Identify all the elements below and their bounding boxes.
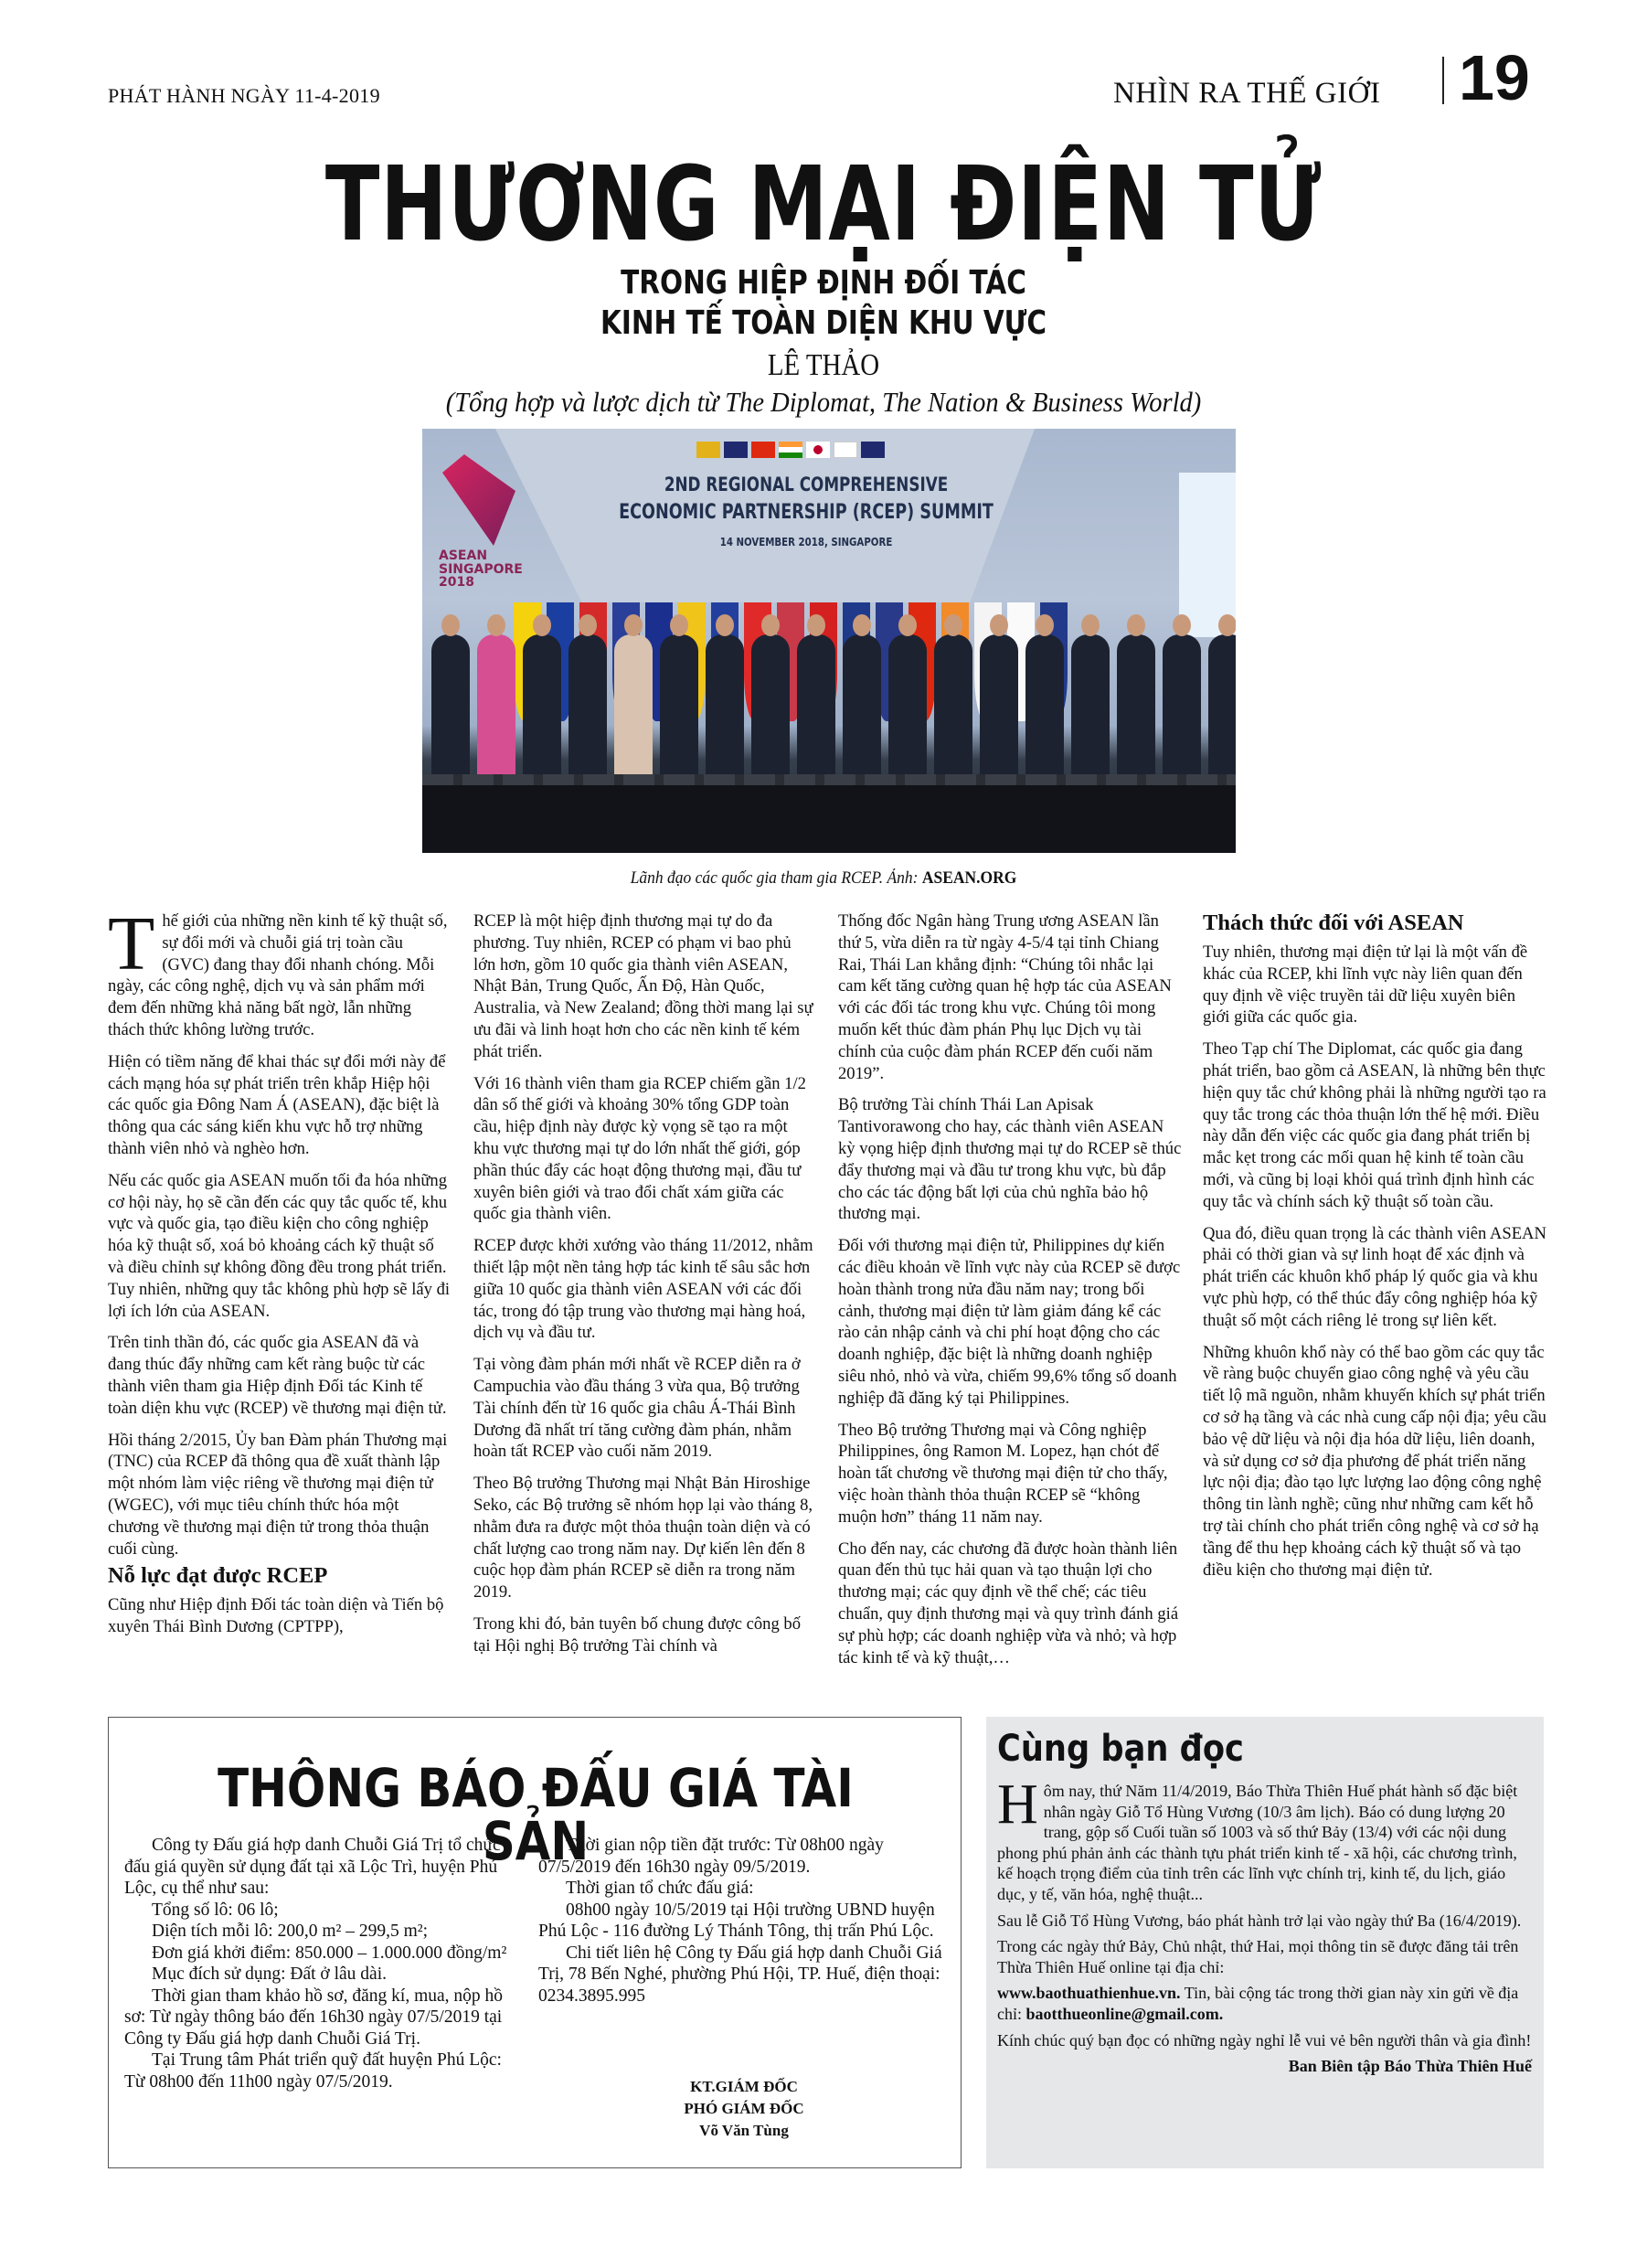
drop-cap: T <box>108 901 155 986</box>
leader-figure <box>1071 634 1110 781</box>
paragraph: Bộ trưởng Tài chính Thái Lan Apisak Tantivorawong cho hay, các thành viên ASEAN kỳ vọng hiệp định thương mại tự do RCEP sẽ thúc đẩy thương mại và đầu tư trong khu vực, bù đắp cho các tác động bất lợi của chủ nghĩa bảo hộ thương mại. <box>838 1095 1182 1224</box>
leader-figure <box>523 634 561 781</box>
signature-title-1: KT.GIÁM ĐỐC <box>690 2078 798 2095</box>
leader-figure <box>431 634 470 781</box>
auction-line: Thời gian tham khảo hồ sơ, đăng kí, mua, nộp hồ sơ: Từ ngày thông báo đến 16h30 ngày 07/5/2019 tại Công ty Đấu giá hợp danh Chuỗi Giá Trị. <box>124 1986 504 2049</box>
leader-figure <box>568 634 607 781</box>
paragraph: Qua đó, điều quan trọng là các thành viên ASEAN phải có thời gian và sự linh hoạt để xác định và phát triển các khuôn khổ pháp lý quốc gia và khu vực phù hợp, có thể thúc đẩy công nghiệp hóa kỹ thuật số một cách riêng lẻ trong sự liên kết. <box>1203 1223 1546 1330</box>
signature-name: Võ Văn Tùng <box>699 2122 789 2139</box>
section-heading: Thách thức đối với ASEAN <box>1203 910 1464 935</box>
auction-left-column <box>124 1835 525 2092</box>
paragraph: Những khuôn khổ này có thể bao gồm các quy tắc về ràng buộc chuyển giao công nghệ và yêu cầu tiết lộ mã nguồn, nhằm khuyến khích sự phát triển cơ sở hạ tầng và các nhà cung cấp nội địa; yêu cầu bảo vệ dữ liệu và nội địa hóa dữ liệu, liên doanh, và sử dụng cơ sở địa phương để phát triển năng lực nội địa; đào tạo lực lượng lao động công nghệ thông tin lành nghề; cũng như những cam kết hỗ trợ tài chính cho phát triển công nghệ và cơ sở hạ tầng để thu hẹp khoảng cách kỹ thuật số và tạo điều kiện cho thương mại điện tử. <box>1203 1342 1546 1580</box>
article-title: THƯƠNG MẠI ĐIỆN TỬ <box>324 145 1323 264</box>
logo-text-singapore: SINGAPORE <box>439 561 523 577</box>
leader-figure <box>888 634 927 781</box>
paragraph-text: hế giới của những nền kinh tế kỹ thuật số, sự đổi mới và chuỗi giá trị toàn cầu (GVC) đang thay đổi nhanh chóng. Mỗi ngày, các công nghệ, dịch vụ và sản phẩm mới đem đến những khả năng bất ngờ, lẫn những thách thức không lường trước. <box>108 911 448 1039</box>
auction-notice-title: THÔNG BÁO ĐẤU GIÁ TÀI SẢN <box>218 1757 854 1872</box>
paragraph <box>997 1773 1532 1905</box>
website-link[interactable]: www.baothuathienhue.vn. <box>997 1984 1181 2003</box>
header-divider <box>1442 57 1444 104</box>
auction-line: Diện tích mỗi lô: 200,0 m² – 299,5 m²; <box>152 1922 429 1941</box>
paragraph: Nếu các quốc gia ASEAN muốn tối đa hóa những cơ hội này, họ sẽ cần đến các quy tắc quốc tế, khu vực và quốc gia, tạo điều kiện cho công nghiệp hóa kỹ thuật số, xoá bỏ khoảng cách kỹ thuật số và điều chỉnh sự không đồng đều trong phát triển. Tuy nhiên, những quy tắc không phù hợp sẽ lấy đi lợi ích lớn của ASEAN. <box>108 1170 451 1321</box>
banner-title-line-2: ECONOMIC PARTNERSHIP (RCEP) SUMMIT <box>619 501 994 524</box>
auction-line: Công ty Đấu giá hợp danh Chuỗi Giá Trị tổ chức đấu giá quyền sử dụng đất tại xã Lộc Trì, huyện Phú Lộc, cụ thể như sau: <box>124 1836 501 1898</box>
paragraph: Sau lễ Giỗ Tổ Hùng Vương, báo phát hành trở lại vào ngày thứ Ba (16/4/2019). <box>997 1911 1522 1930</box>
banner-title-line-1: 2ND REGIONAL COMPREHENSIVE <box>664 474 949 495</box>
auction-line: 08h00 ngày 10/5/2019 tại Hội trường UBND huyện Phú Lộc - 116 đường Lý Thánh Tông, thị trấn Phú Lộc. <box>538 1900 935 1941</box>
article-author: LÊ THẢO <box>767 348 880 382</box>
leader-figure <box>614 634 653 781</box>
paragraph: Kính chúc quý bạn đọc có những ngày nghỉ lễ vui vẻ bên người thân và gia đình! <box>997 2030 1532 2050</box>
paragraph <box>997 1983 1532 2024</box>
section-heading: Nỗ lực đạt được RCEP <box>108 1563 328 1589</box>
leader-figure <box>1208 634 1236 781</box>
paragraph: Theo Bộ trưởng Thương mại Nhật Bản Hiroshige Seko, các Bộ trưởng sẽ nhóm họp lại vào tháng 8, nhằm đưa ra được một thỏa thuận toàn diện và có chất lượng cao trong năm nay. Dự kiến lên đến 8 cuộc họp đàm phán RCEP sẽ diễn ra trong năm 2019. <box>473 1474 813 1603</box>
signature-title-2: PHÓ GIÁM ĐỐC <box>684 2100 804 2117</box>
banner-date-line: 14 NOVEMBER 2018, SINGAPORE <box>719 536 893 548</box>
paragraph: Thống đốc Ngân hàng Trung ương ASEAN lần thứ 5, vừa diễn ra từ ngày 4-5/4 tại tỉnh Chiang Rai, Thái Lan khẳng định: “Chúng tôi nhắc lại cam kết tăng cường quan hệ hợp tác của ASEAN với các đối tác trong khu vực. Chúng tôi mong muốn kết thúc đàm phán Phụ lục Dịch vụ tài chính của cuộc đàm phán RCEP đến cuối năm 2019”. <box>838 911 1172 1083</box>
leader-figure <box>797 634 835 781</box>
auction-line: Thời gian nộp tiền đặt trước: Từ 08h00 ngày 07/5/2019 đến 16h30 ngày 09/5/2019. <box>538 1836 884 1877</box>
auction-line: Tại Trung tâm Phát triển quỹ đất huyện Phú Lộc: Từ 08h00 đến 11h00 ngày 07/5/2019. <box>124 2050 502 2092</box>
paragraph: Hiện có tiềm năng để khai thác sự đổi mới này để cách mạng hóa sự phát triển trên khắp Hiệp hội các quốc gia Đông Nam Á (ASEAN), đặc biệt là thông qua các sáng kiến khu vực hỗ trợ những thành viên nhỏ và nghèo hơn. <box>108 1051 446 1158</box>
asean-singapore-logo <box>442 454 515 546</box>
leader-figure <box>477 634 515 781</box>
caption-text: Lãnh đạo các quốc gia tham gia RCEP. Ảnh: <box>630 868 922 888</box>
leader-figure <box>843 634 881 781</box>
reader-notice-body <box>997 1773 1532 2077</box>
leader-figure <box>980 634 1018 781</box>
leader-figure <box>706 634 744 781</box>
banner-flag-row <box>696 442 885 458</box>
auction-signature <box>538 2076 950 2142</box>
leaders-group <box>431 634 1236 781</box>
paragraph: RCEP là một hiệp định thương mại tự do đa phương. Tuy nhiên, RCEP có phạm vi bao phủ lớn hơn, gồm 10 quốc gia thành viên ASEAN, Nhật Bản, Trung Quốc, Ấn Độ, Hàn Quốc, Australia, và New Zealand; đồng thời mang lại sự ưu đãi và linh hoạt hơn cho các nền kinh tế kém phát triển. <box>473 911 813 1061</box>
leader-figure <box>1025 634 1064 781</box>
article-source: (Tổng hợp và lược dịch từ The Diplomat, The Nation & Business World) <box>445 386 1202 418</box>
issue-date: PHÁT HÀNH NGÀY 11-4-2019 <box>108 84 380 107</box>
section-name: NHÌN RA THẾ GIỚI <box>1113 77 1381 110</box>
paragraph: Cho đến nay, các chương đã được hoàn thành liên quan đến thủ tục hải quan và tạo thuận lợi cho thương mại; các quy định về thể chế; các tiêu chuẩn, quy định thương mại và quy trình đánh giá sự phù hợp; các doanh nghiệp vừa và nhỏ; và hợp tác kinh tế và kỹ thuật,… <box>838 1539 1179 1667</box>
paragraph: Trong khi đó, bản tuyên bố chung được công bố tại Hội nghị Bộ trưởng Tài chính và <box>473 1613 802 1656</box>
paragraph: Hồi tháng 2/2015, Ủy ban Đàm phán Thương mại (TNC) của RCEP đã thông qua đề xuất thành lập một nhóm làm việc riêng về thương mại điện tử (WGEC), với mục tiêu chính thức hóa một chương về thương mại điện tử trong thỏa thuận cuối cùng. <box>108 1430 448 1559</box>
paragraph <box>108 901 452 1041</box>
paragraph: Với 16 thành viên tham gia RCEP chiếm gần 1/2 dân số thế giới và khoảng 30% tổng GDP toàn cầu, hiệp định này được kỳ vọng sẽ tạo ra một khu vực thương mại tự do lớn nhất thế giới, góp phần thúc đẩy các hoạt động thương mại, đầu tư xuyên biên giới và trao đổi chất xám giữa các quốc gia thành viên. <box>473 1073 806 1224</box>
reader-notice-title: Cùng bạn đọc <box>997 1728 1244 1770</box>
paragraph: Đối với thương mại điện tử, Philippines dự kiến các điều khoản về lĩnh vực này của RCEP sẽ được hoàn thành trong nửa đầu năm nay; trong bối cảnh, thương mại điện tử làm giảm đáng kể các rào cản nhập cảnh và chi phí hoạt động cho các doanh nghiệp, đặc biệt là những doanh nghiệp siêu nhỏ, nhỏ và vừa, chiếm 99,6% tổng số doanh nghiệp đã đăng ký tại Philippines. <box>838 1236 1181 1408</box>
projection-screen <box>1179 473 1236 637</box>
auction-line: Thời gian tổ chức đấu giá: <box>566 1879 754 1898</box>
leader-figure <box>1117 634 1155 781</box>
article-subtitle-line-1: TRONG HIỆP ĐỊNH ĐỐI TÁC <box>621 264 1026 302</box>
paragraph-text: ôm nay, thứ Năm 11/4/2019, Báo Thừa Thiên Huế phát hành số đặc biệt nhân ngày Giỗ Tổ Hùng Vương (10/3 âm lịch). Báo có dung lượng 20 trang, gộp số Cuối tuần số 1003 và số thứ Bảy (13/4) với các nội dung phong phú phản ảnh các thành tựu phát triển kinh tế - xã hội, các chương trình, kế hoạch trọng điểm của tỉnh trên các lĩnh vực chính trị, kinh tế, du lịch, giáo dục, y tế, văn hóa, nghệ thuật... <box>997 1782 1518 1903</box>
paragraph-text: Tin, bài cộng tác trong thời gian này xin gửi về địa chỉ: <box>997 1984 1519 2023</box>
photo-caption <box>66 868 1581 889</box>
auction-line: Chi tiết liên hệ Công ty Đấu giá hợp danh Chuỗi Giá Trị, 78 Bến Nghé, phường Phú Hội, TP. Huế, điện thoại: 0234.3895.995 <box>538 1943 942 2006</box>
auction-line: Mục đích sử dụng: Đất ở lâu dài. <box>152 1965 388 1984</box>
editorial-signature: Ban Biên tập Báo Thừa Thiên Huế <box>1288 2057 1532 2076</box>
leader-figure <box>751 634 790 781</box>
auction-notice-box <box>108 1717 962 2168</box>
summit-photo <box>422 429 1236 853</box>
auction-line: Tổng số lô: 06 lô; <box>152 1900 279 1920</box>
leader-figure <box>1163 634 1201 781</box>
page-number: 19 <box>1459 42 1530 113</box>
caption-credit: ASEAN.ORG <box>921 868 1017 888</box>
paragraph: Cũng như Hiệp định Đối tác toàn diện và Tiến bộ xuyên Thái Bình Dương (CPTPP), <box>108 1595 444 1637</box>
drop-cap: H <box>997 1773 1038 1836</box>
logo-text-asean: ASEAN <box>439 548 488 563</box>
article-column-2 <box>473 910 817 1667</box>
paragraph: Tuy nhiên, thương mại điện tử lại là một vấn đề khác của RCEP, khi lĩnh vực này liên quan đến quy định về việc truyền tải dữ liệu xuyên biên giới giữa các quốc gia. <box>1203 942 1528 1028</box>
article-column-3 <box>838 910 1182 1678</box>
reader-notice-box <box>986 1717 1544 2168</box>
paragraph: RCEP được khởi xướng vào tháng 11/2012, nhằm thiết lập một nền tảng hợp tác kinh tế sâu sắc hơn giữa 10 quốc gia thành viên ASEAN với các đối tác, trong đó tập trung vào thương mại hàng hoá, dịch vụ và đầu tư. <box>473 1236 813 1343</box>
email-link[interactable]: baotthueonline@gmail.com. <box>1025 2004 1224 2023</box>
article-column-1 <box>108 901 452 1648</box>
article-column-4 <box>1203 910 1546 1591</box>
paragraph: Trong các ngày thứ Bảy, Chủ nhật, thứ Hai, mọi thông tin sẽ được đăng tải trên Thừa Thiên Huế online tại địa chỉ: <box>997 1937 1519 1976</box>
paragraph: Theo Tạp chí The Diplomat, các quốc gia đang phát triển, bao gồm cả ASEAN, là những bên thực hiện quy tắc chứ không phải là những người tạo ra quy tắc trong các thỏa thuận lớn thế hệ mới. Điều này dẫn đến việc các quốc gia đang phát triển bị mắc kẹt trong các mối quan hệ kinh tế toàn cầu mới, và cũng bị loại khỏi quá trình định hình các quy tắc và chính sách kỹ thuật số toàn cầu. <box>1203 1039 1546 1211</box>
auction-right-column <box>538 1835 950 2007</box>
leader-figure <box>660 634 698 781</box>
leader-figure <box>934 634 972 781</box>
paragraph: Trên tinh thần đó, các quốc gia ASEAN đã và đang thúc đẩy những cam kết ràng buộc từ các thành viên tham gia Hiệp định Đối tác Kinh tế toàn diện khu vực (RCEP) về thương mại điện tử. <box>108 1333 447 1418</box>
asean-logo-text <box>439 549 523 590</box>
auction-line: Đơn giá khởi điểm: 850.000 – 1.000.000 đồng/m² <box>152 1943 507 1963</box>
stage-table <box>422 785 1236 853</box>
paragraph: Theo Bộ trưởng Thương mại và Công nghiệp Philippines, ông Ramon M. Lopez, hạn chót để hoàn tất chương về thương mại điện tử cho thấy, việc hoàn thành thỏa thuận RCEP sẽ “không muộn hơn” tháng 11 năm nay. <box>838 1420 1168 1527</box>
paragraph: Tại vòng đàm phán mới nhất về RCEP diễn ra ở Campuchia vào đầu tháng 3 vừa qua, Bộ trưởng Tài chính đến từ 16 quốc gia châu Á-Thái Bình Dương đã nhất trí tăng cường đàm phán, nhằm hoàn tất RCEP vào cuối năm 2019. <box>473 1355 801 1462</box>
article-subtitle-line-2: KINH TẾ TOÀN DIỆN KHU VỰC <box>600 304 1047 342</box>
logo-text-year: 2018 <box>439 575 474 591</box>
